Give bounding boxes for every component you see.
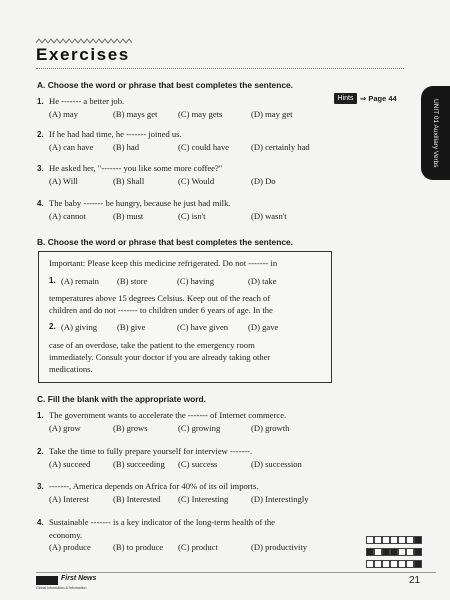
section-c-heading: C. Fill the blank with the appropriate word. <box>37 394 206 404</box>
option-c[interactable]: (C) Interesting <box>178 494 229 504</box>
option-a[interactable]: (A) grow <box>49 423 81 433</box>
logo-mark <box>36 576 58 585</box>
question-number: 1. <box>37 411 44 420</box>
question-stem: The government wants to accelerate the ------- of Internet commerce. <box>49 410 287 420</box>
option-a[interactable]: (A) giving <box>61 322 98 332</box>
question-stem: Take the time to fully prepare yourself for interview -------. <box>49 446 253 456</box>
option-b[interactable]: (B) must <box>113 211 144 221</box>
passage-box <box>38 251 332 383</box>
option-c[interactable]: (C) success <box>178 459 218 469</box>
option-b[interactable]: (B) succeeding <box>113 459 165 469</box>
option-d[interactable]: (D) gave <box>248 322 279 332</box>
question-a4 <box>37 197 367 222</box>
question-c3 <box>37 480 367 505</box>
question-a2 <box>37 128 367 153</box>
option-c[interactable]: (C) product <box>178 542 218 552</box>
passage-line: temperatures above 15 degrees Celsius. Keep out of the reach of <box>49 293 271 303</box>
option-c[interactable]: (C) isn't <box>178 211 206 221</box>
option-d[interactable]: (D) productivity <box>251 542 308 552</box>
option-d[interactable]: (D) Interestingly <box>251 494 309 504</box>
passage-line: Important: Please keep this medicine refrigerated. Do not ------- in <box>49 258 278 268</box>
footer-divider <box>36 572 436 573</box>
option-c[interactable]: (C) growing <box>178 423 221 433</box>
option-c[interactable]: (C) could have <box>178 142 230 152</box>
option-b[interactable]: (B) to produce <box>113 542 164 552</box>
question-a1 <box>37 95 367 120</box>
option-d[interactable]: (D) Do <box>251 176 276 186</box>
crossword-decoration <box>366 536 428 570</box>
question-c4 <box>37 516 367 553</box>
title-divider <box>36 68 404 69</box>
option-c[interactable]: (C) have given <box>177 322 229 332</box>
question-stem-continued: economy. <box>49 530 83 540</box>
option-b[interactable]: (B) give <box>117 322 146 332</box>
option-a[interactable]: (A) Will <box>49 176 78 186</box>
question-number: 2. <box>37 130 44 139</box>
option-a[interactable]: (A) produce <box>49 542 91 552</box>
section-a-heading: A. Choose the word or phrase that best completes the sentence. <box>37 80 293 90</box>
passage-line: children and do not ------- to children under 6 years of age. In the <box>49 305 273 315</box>
option-b[interactable]: (B) store <box>117 276 148 286</box>
question-number: 4. <box>37 518 44 527</box>
option-d[interactable]: (D) growth <box>251 423 290 433</box>
option-b[interactable]: (B) grows <box>113 423 148 433</box>
section-b-heading: B. Choose the word or phrase that best completes the sentence. <box>37 237 293 247</box>
question-number: 1. <box>37 97 44 106</box>
question-number: 2. <box>49 322 56 331</box>
page-reference: ⇒ Page 44 <box>360 94 397 103</box>
logo-subtitle: Global Information & Information <box>36 586 87 590</box>
page-number: 21 <box>409 575 421 586</box>
question-c2 <box>37 445 367 470</box>
option-b[interactable]: (B) mays get <box>113 109 158 119</box>
question-number: 1. <box>49 276 56 285</box>
decorative-zigzag <box>36 38 134 45</box>
question-number: 3. <box>37 164 44 173</box>
option-d[interactable]: (D) take <box>248 276 277 286</box>
question-number: 2. <box>37 447 44 456</box>
question-stem: -------, America depends on Africa for 40% of its oil imports. <box>49 481 259 491</box>
option-b[interactable]: (B) Shall <box>113 176 145 186</box>
question-c1 <box>37 409 367 434</box>
option-d[interactable]: (D) certainly had <box>251 142 310 152</box>
passage-line: medications. <box>49 364 93 374</box>
option-a[interactable]: (A) may <box>49 109 78 119</box>
passage-question-2 <box>49 322 329 334</box>
option-a[interactable]: (A) remain <box>61 276 99 286</box>
question-stem: If he had had time, he ------- joined us. <box>49 129 182 139</box>
option-a[interactable]: (A) Interest <box>49 494 89 504</box>
question-stem: He asked her, "------- you like some more coffee?" <box>49 163 223 173</box>
question-number: 3. <box>37 482 44 491</box>
passage-line: case of an overdose, take the patient to the emergency room <box>49 340 255 350</box>
option-a[interactable]: (A) cannot <box>49 211 86 221</box>
question-stem: Sustainable ------- is a key indicator of the long-term health of the <box>49 517 275 527</box>
unit-side-tab <box>421 86 450 180</box>
option-b[interactable]: (B) Interested <box>113 494 161 504</box>
passage-question-1 <box>49 276 329 288</box>
option-d[interactable]: (D) wasn't <box>251 211 287 221</box>
hint-chip: Hints <box>334 93 357 104</box>
publisher-logo <box>36 576 118 586</box>
question-stem: He ------- a better job. <box>49 96 125 106</box>
option-c[interactable]: (C) having <box>177 276 214 286</box>
question-a3 <box>37 162 367 187</box>
question-stem: The baby ------- be hungry, because he just had milk. <box>49 198 231 208</box>
page-title: Exercises <box>36 45 130 64</box>
logo-text: First News <box>61 575 97 582</box>
option-d[interactable]: (D) may get <box>251 109 293 119</box>
passage-line: immediately. Consult your doctor if you are already taking other <box>49 352 271 362</box>
option-b[interactable]: (B) had <box>113 142 140 152</box>
option-a[interactable]: (A) can have <box>49 142 94 152</box>
option-c[interactable]: (C) Would <box>178 176 215 186</box>
option-c[interactable]: (C) may gets <box>178 109 223 119</box>
unit-label: UNIT 01 Auxiliary Verbs <box>432 98 439 168</box>
option-a[interactable]: (A) succeed <box>49 459 91 469</box>
option-d[interactable]: (D) succession <box>251 459 302 469</box>
question-number: 4. <box>37 199 44 208</box>
